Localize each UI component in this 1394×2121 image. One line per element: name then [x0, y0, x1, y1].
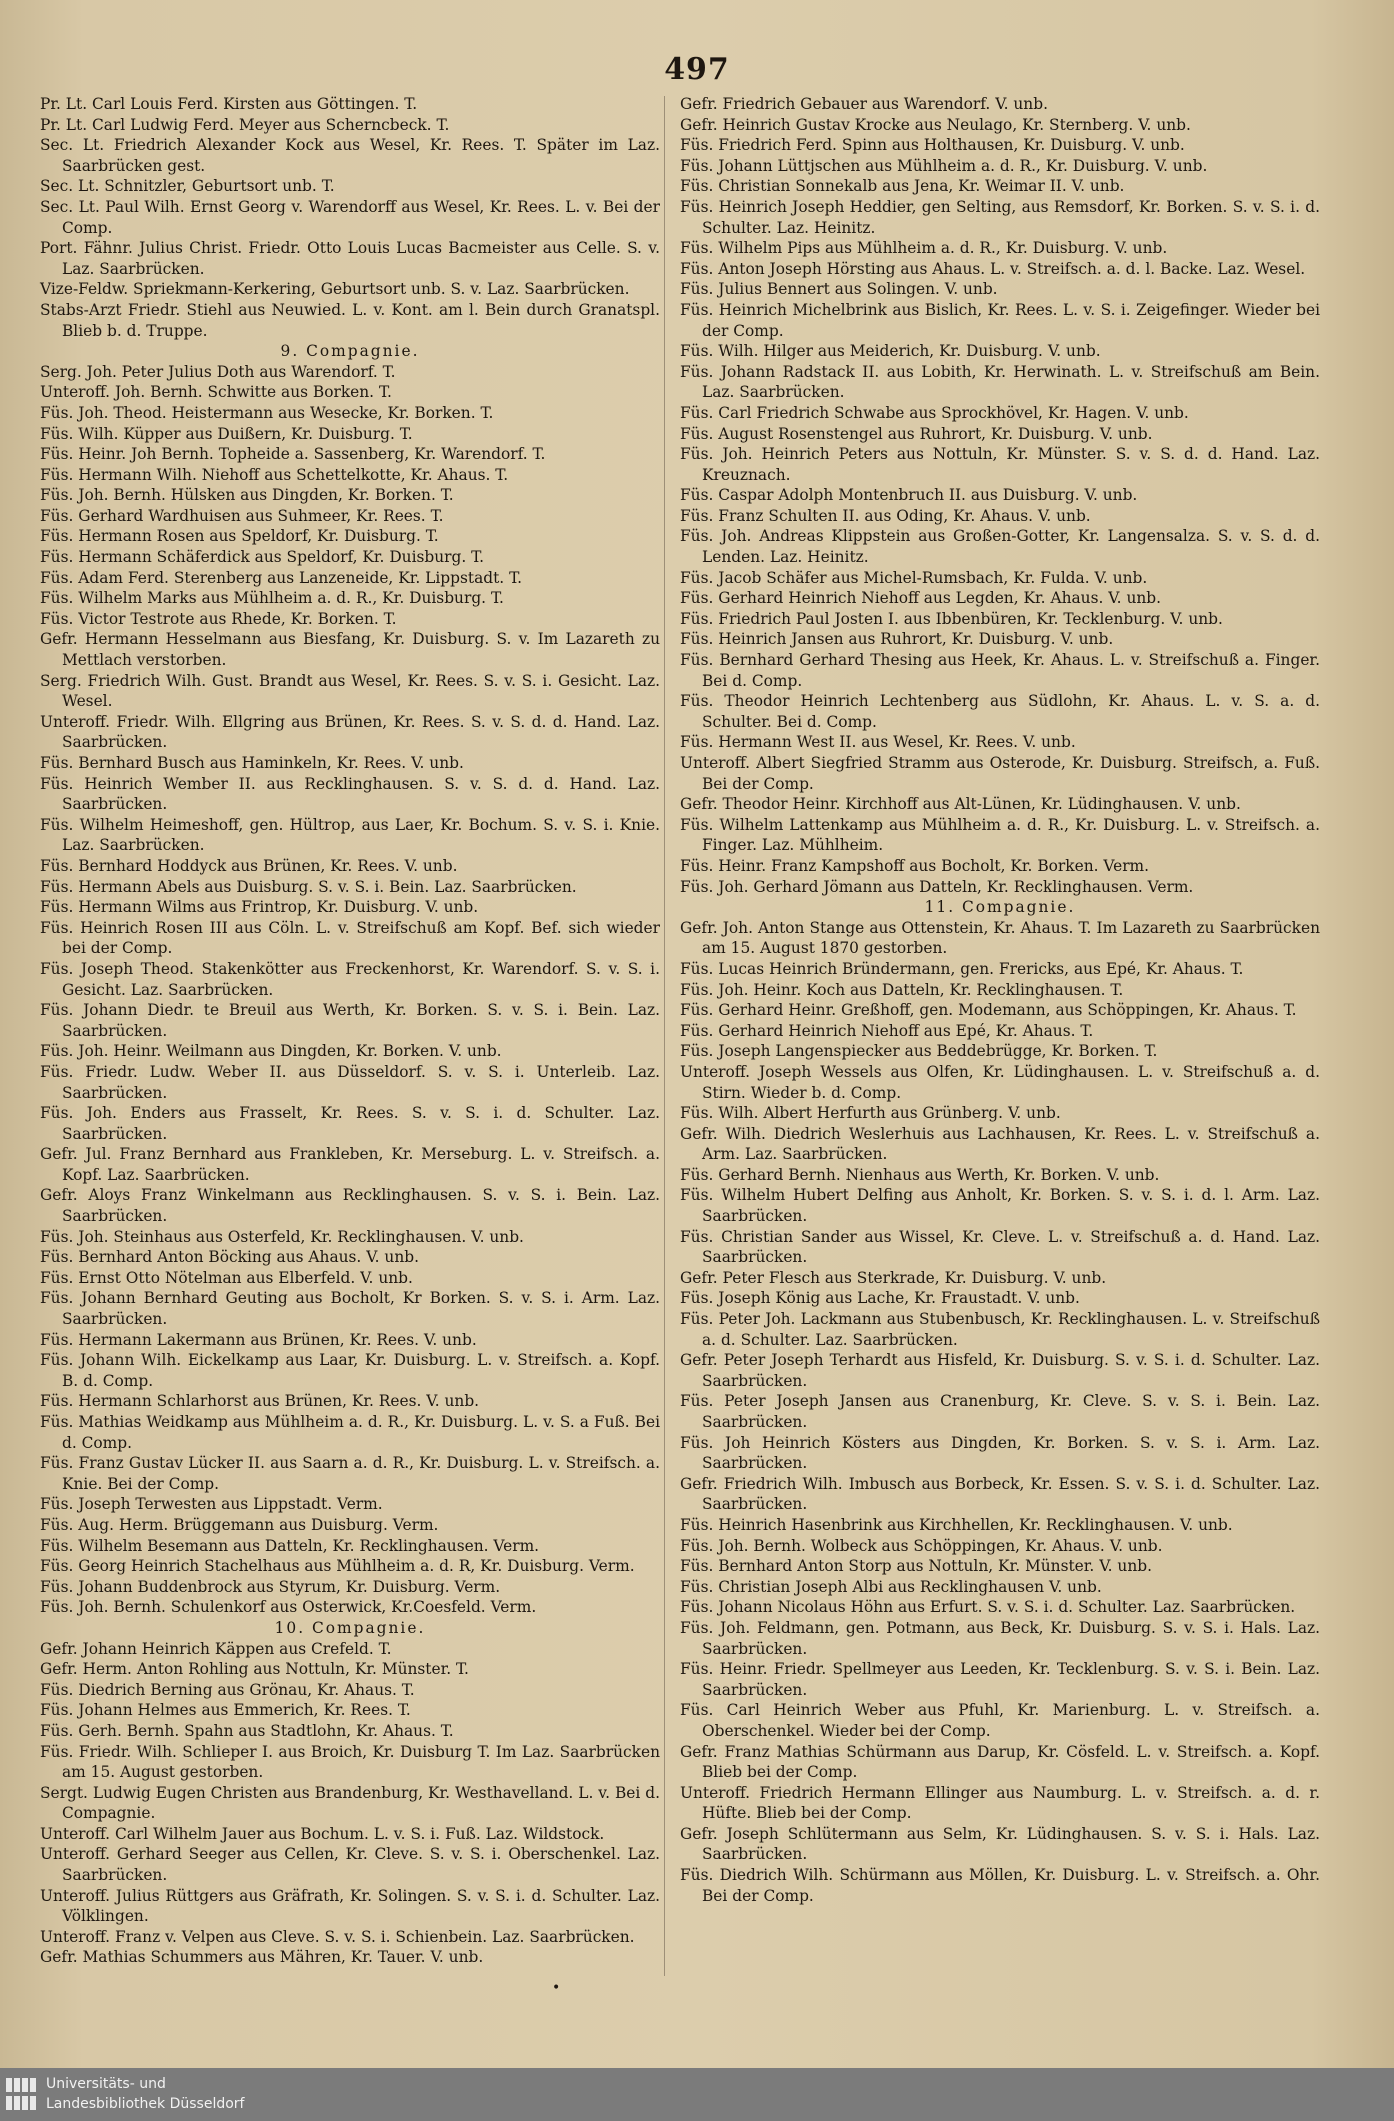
roster-entry: Füs. Bernhard Anton Storp aus Nottuln, Kr. Münster. V. unb.: [680, 1557, 1152, 1576]
library-logo-icon: [4, 2074, 38, 2114]
roster-entry: Füs. Peter Joseph Jansen aus Cranenburg, Kr. Cleve. S. v. S. i. Bein. Laz. Saarbrücken.: [680, 1392, 1320, 1431]
roster-entry: Füs. Hermann Wilms aus Frintrop, Kr. Duisburg. V. unb.: [40, 898, 479, 917]
roster-entry: Füs. Joh. Gerhard Jömann aus Datteln, Kr. Recklinghausen. Verm.: [680, 877, 1194, 896]
footer-line-2: Landesbibliothek Düsseldorf: [46, 2096, 245, 2112]
roster-entry: Füs. Caspar Adolph Montenbruch II. aus Duisburg. V. unb.: [680, 486, 1138, 505]
roster-entry: Füs. Bernhard Anton Böcking aus Ahaus. V. unb.: [40, 1248, 419, 1267]
roster-entry: Füs. Aug. Herm. Brüggemann aus Duisburg. Verm.: [40, 1515, 439, 1534]
roster-entry: Pr. Lt. Carl Ludwig Ferd. Meyer aus Scherncbeck. T.: [40, 115, 450, 134]
roster-entry: Füs. Heinrich Michelbrink aus Bislich, Kr. Rees. L. v. S. i. Zeigefinger. Wieder bei der Comp.: [680, 300, 1320, 340]
roster-entry: Serg. Joh. Peter Julius Doth aus Warendorf. T.: [40, 362, 396, 381]
roster-entry: Füs. Hermann Lakermann aus Brünen, Kr. Rees. V. unb.: [40, 1330, 477, 1349]
roster-entry: Sec. Lt. Friedrich Alexander Kock aus Wesel, Kr. Rees. T. Später im Laz. Saarbrücken gest.: [40, 136, 660, 175]
roster-entry: Serg. Friedrich Wilh. Gust. Brandt aus Wesel, Kr. Rees. S. v. S. i. Gesicht. Laz. Wesel.: [40, 671, 660, 711]
roster-entry: Füs. Hermann Abels aus Duisburg. S. v. S. i. Bein. Laz. Saarbrücken.: [40, 877, 577, 896]
roster-entry: Füs. Wilhelm Besemann aus Datteln, Kr. Recklinghausen. Verm.: [40, 1536, 540, 1555]
page-number: 497: [664, 52, 730, 87]
roster-entry: Füs. Diedrich Wilh. Schürmann aus Möllen, Kr. Duisburg. L. v. Streifsch. a. Ohr. Bei der Comp.: [680, 1866, 1320, 1905]
roster-entry: Füs. Mathias Weidkamp aus Mühlheim a. d. R., Kr. Duisburg. L. v. S. a Fuß. Bei d. Comp.: [40, 1413, 660, 1452]
roster-entry: Füs. Christian Joseph Albi aus Recklinghausen V. unb.: [680, 1577, 1102, 1596]
roster-entry: Füs. Joh. Heinr. Koch aus Datteln, Kr. Recklinghausen. T.: [680, 980, 1124, 999]
roster-entry: Gefr. Hermann Hesselmann aus Biesfang, Kr. Duisburg. S. v. Im Lazareth zu Mettlach verstorben.: [40, 630, 660, 670]
company-heading: 9. Compagnie.: [280, 342, 420, 361]
roster-entry: Füs. Heinrich Jansen aus Ruhrort, Kr. Duisburg. V. unb.: [680, 630, 1114, 649]
right-column: [680, 94, 1320, 1906]
roster-entry: Füs. Carl Heinrich Weber aus Pfuhl, Kr. Marienburg. L. v. Streifsch. a. Oberschenkel. Wieder bei der Comp.: [680, 1701, 1320, 1740]
roster-entry: Füs. Gerhard Bernh. Nienhaus aus Werth, Kr. Borken. V. unb.: [680, 1165, 1160, 1184]
roster-entry: Pr. Lt. Carl Louis Ferd. Kirsten aus Göttingen. T.: [40, 95, 418, 113]
roster-entry: Füs. Bernhard Gerhard Thesing aus Heek, Kr. Ahaus. L. v. Streifschuß a. Finger. Bei d. Comp.: [680, 651, 1320, 690]
roster-entry: Füs. Bernhard Busch aus Haminkeln, Kr. Rees. V. unb.: [40, 754, 464, 772]
roster-entry: Füs. Hermann Rosen aus Speldorf, Kr. Duisburg. T.: [40, 527, 439, 546]
roster-entry: Füs. Joh. Andreas Klippstein aus Großen-Gotter, Kr. Langensalza. S. v. S. d. d. Lenden. Laz. Heinitz.: [680, 527, 1320, 567]
roster-entry: Füs. Joh Heinrich Kösters aus Dingden, Kr. Borken. S. v. S. i. Arm. Laz. Saarbrücken.: [680, 1433, 1320, 1473]
roster-entry: Gefr. Franz Mathias Schürmann aus Darup, Kr. Cösfeld. L. v. Streifsch. a. Kopf. Blieb bei der Comp.: [680, 1742, 1320, 1782]
roster-entry: Füs. Ernst Otto Nötelman aus Elberfeld. V. unb.: [40, 1268, 413, 1287]
roster-entry: Füs. Jacob Schäfer aus Michel-Rumsbach, Kr. Fulda. V. unb.: [680, 568, 1148, 587]
roster-entry: Füs. Gerh. Bernh. Spahn aus Stadtlohn, Kr. Ahaus. T.: [40, 1721, 454, 1740]
roster-entry: Gefr. Peter Joseph Terhardt aus Hisfeld, Kr. Duisburg. S. v. S. i. d. Schulter. Laz. Saarbrücken.: [680, 1351, 1320, 1390]
roster-entry: Füs. Carl Friedrich Schwabe aus Sprockhövel, Kr. Hagen. V. unb.: [680, 403, 1189, 422]
roster-entry: Füs. Joh. Heinr. Weilmann aus Dingden, Kr. Borken. V. unb.: [40, 1042, 502, 1061]
roster-entry: Füs. Heinr. Franz Kampshoff aus Bocholt, Kr. Borken. Verm.: [680, 856, 1150, 875]
roster-entry: Gefr. Johann Heinrich Käppen aus Crefeld. T.: [40, 1639, 392, 1658]
roster-entry: Füs. Hermann Wilh. Niehoff aus Schettelkotte, Kr. Ahaus. T.: [40, 465, 509, 484]
roster-entry: Füs. Friedrich Ferd. Spinn aus Holthausen, Kr. Duisburg. V. unb.: [680, 136, 1185, 155]
roster-entry: Gefr. Friedrich Gebauer aus Warendorf. V. unb.: [680, 95, 1048, 113]
roster-entry: Unteroff. Carl Wilhelm Jauer aus Bochum. L. v. S. i. Fuß. Laz. Wildstock.: [40, 1824, 605, 1843]
roster-entry: Unteroff. Joh. Bernh. Schwitte aus Borken. T.: [40, 383, 392, 402]
roster-entry: Füs. Wilh. Hilger aus Meiderich, Kr. Duisburg. V. unb.: [680, 342, 1101, 361]
roster-entry: Füs. Wilh. Albert Herfurth aus Grünberg. V. unb.: [680, 1104, 1061, 1123]
roster-entry: Sec. Lt. Schnitzler, Geburtsort unb. T.: [40, 177, 335, 196]
roster-entry: Füs. Johann Diedr. te Breuil aus Werth, Kr. Borken. S. v. S. i. Bein. Laz. Saarbrücken.: [40, 1001, 660, 1040]
roster-entry: Füs. Johann Nicolaus Höhn aus Erfurt. S. v. S. i. d. Schulter. Laz. Saarbrücken.: [680, 1598, 1296, 1617]
footer-line-1: Universitäts- und: [46, 2076, 166, 2092]
roster-entry: Füs. Heinrich Hasenbrink aus Kirchhellen, Kr. Recklinghausen. V. unb.: [680, 1515, 1233, 1534]
roster-entry: Füs. Heinrich Joseph Heddier, gen Selting, aus Remsdorf, Kr. Borken. S. v. S. i. d. Schulter. Laz. Heinitz.: [680, 197, 1320, 237]
roster-entry: Gefr. Aloys Franz Winkelmann aus Recklinghausen. S. v. S. i. Bein. Laz. Saarbrücken.: [40, 1186, 660, 1226]
roster-entry: Füs. Friedr. Wilh. Schlieper I. aus Broich, Kr. Duisburg T. Im Laz. Saarbrücken am 15. August gestorben.: [40, 1742, 660, 1782]
roster-entry: Füs. Johann Bernhard Geuting aus Bocholt, Kr Borken. S. v. S. i. Arm. Laz. Saarbrücken.: [40, 1289, 660, 1329]
roster-entry: Unteroff. Gerhard Seeger aus Cellen, Kr. Cleve. S. v. S. i. Oberschenkel. Laz. Saarbrücken.: [40, 1845, 660, 1885]
roster-entry: Füs. Heinrich Wember II. aus Recklinghausen. S. v. S. d. d. Hand. Laz. Saarbrücken.: [40, 774, 660, 814]
roster-entry: Sec. Lt. Paul Wilh. Ernst Georg v. Warendorff aus Wesel, Kr. Rees. L. v. Bei der Comp.: [40, 197, 660, 237]
roster-entry: Füs. Gerhard Heinrich Niehoff aus Epé, Kr. Ahaus. T.: [680, 1021, 1094, 1040]
roster-entry: Füs. Peter Joh. Lackmann aus Stubenbusch, Kr. Recklinghausen. L. v. Streifschuß a. d. Schulter. Laz. Saarbrücken.: [680, 1310, 1320, 1349]
company-heading: 10. Compagnie.: [274, 1618, 426, 1637]
roster-entry: Füs. Friedrich Paul Josten I. aus Ibbenbüren, Kr. Tecklenburg. V. unb.: [680, 609, 1223, 628]
roster-entry: Port. Fähnr. Julius Christ. Friedr. Otto Louis Lucas Bacmeister aus Celle. S. v. Laz. Saarbrücken.: [40, 239, 660, 278]
roster-entry: Füs. Wilh. Küpper aus Duißern, Kr. Duisburg. T.: [40, 424, 413, 443]
roster-entry: Füs. Gerhard Heinr. Greßhoff, gen. Modemann, aus Schöppingen, Kr. Ahaus. T.: [680, 1001, 1297, 1020]
roster-entry: Unteroff. Albert Siegfried Stramm aus Osterode, Kr. Duisburg. Streifsch, a. Fuß. Bei der Comp.: [680, 754, 1320, 793]
company-heading: 11. Compagnie.: [924, 898, 1076, 917]
roster-entry: Füs. Joh. Bernh. Schulenkorf aus Osterwick, Kr.Coesfeld. Verm.: [40, 1598, 537, 1617]
roster-entry: Füs. Joh. Bernh. Wolbeck aus Schöppingen, Kr. Ahaus. V. unb.: [680, 1536, 1163, 1555]
roster-entry: Füs. Wilhelm Hubert Delfing aus Anholt, Kr. Borken. S. v. S. i. d. l. Arm. Laz. Saarbrücken.: [680, 1186, 1320, 1226]
roster-entry: Gefr. Peter Flesch aus Sterkrade, Kr. Duisburg. V. unb.: [680, 1268, 1107, 1287]
roster-entry: Gefr. Joh. Anton Stange aus Ottenstein, Kr. Ahaus. T. Im Lazareth zu Saarbrücken am 15. August 1870 gestorben.: [680, 918, 1320, 958]
roster-entry: Gefr. Mathias Schummers aus Mähren, Kr. Tauer. V. unb.: [40, 1948, 484, 1967]
roster-entry: Füs. Wilhelm Marks aus Mühlheim a. d. R., Kr. Duisburg. T.: [40, 589, 504, 608]
roster-entry: Füs. Joseph Terwesten aus Lippstadt. Verm.: [40, 1495, 383, 1514]
roster-entry: Füs. Hermann Schäferdick aus Speldorf, Kr. Duisburg. T.: [40, 548, 485, 567]
roster-entry: Füs. Joseph König aus Lache, Kr. Fraustadt. V. unb.: [680, 1289, 1080, 1308]
roster-entry: Füs. Franz Gustav Lücker II. aus Saarn a. d. R., Kr. Duisburg. L. v. Streifsch. a. Knie. Bei der Comp.: [40, 1454, 660, 1493]
roster-entry: Füs. Adam Ferd. Sterenberg aus Lanzeneide, Kr. Lippstadt. T.: [40, 568, 522, 587]
roster-entry: Füs. Anton Joseph Hörsting aus Ahaus. L. v. Streifsch. a. d. l. Backe. Laz. Wesel.: [680, 259, 1306, 278]
roster-entry: Gefr. Heinrich Gustav Krocke aus Neulago, Kr. Sternberg. V. unb.: [680, 115, 1191, 134]
roster-entry: Füs. Christian Sonnekalb aus Jena, Kr. Weimar II. V. unb.: [680, 177, 1125, 196]
roster-entry: Füs. Wilhelm Lattenkamp aus Mühlheim a. d. R., Kr. Duisburg. L. v. Streifsch. a. Finger. Laz. Mühlheim.: [680, 815, 1320, 855]
footer-bar: [0, 2068, 1394, 2121]
roster-entry: Gefr. Jul. Franz Bernhard aus Frankleben, Kr. Merseburg. L. v. Streifsch. a. Kopf. Laz. Saarbrücken.: [40, 1145, 660, 1184]
roster-entry: Füs. Joh. Theod. Heistermann aus Wesecke, Kr. Borken. T.: [40, 403, 494, 422]
roster-entry: Füs. Hermann Schlarhorst aus Brünen, Kr. Rees. V. unb.: [40, 1392, 480, 1411]
roster-entry: Füs. Friedr. Ludw. Weber II. aus Düsseldorf. S. v. S. i. Unterleib. Laz. Saarbrücken.: [40, 1062, 660, 1102]
roster-entry: Füs. Franz Schulten II. aus Oding, Kr. Ahaus. V. unb.: [680, 506, 1091, 525]
roster-entry: Unteroff. Joseph Wessels aus Olfen, Kr. Lüdinghausen. L. v. Streifschuß a. d. Stirn. Wieder b. d. Comp.: [680, 1062, 1320, 1102]
roster-entry: Füs. Heinrich Rosen III aus Cöln. L. v. Streifschuß am Kopf. Bef. sich wieder bei der Comp.: [40, 918, 660, 958]
roster-entry: Füs. Heinr. Joh Bernh. Topheide a. Sassenberg, Kr. Warendorf. T.: [40, 445, 546, 464]
roster-entry: Unteroff. Friedrich Hermann Ellinger aus Naumburg. L. v. Streifsch. a. d. r. Hüfte. Blieb bei der Comp.: [680, 1783, 1320, 1823]
roster-entry: Unteroff. Julius Rüttgers aus Gräfrath, Kr. Solingen. S. v. S. i. d. Schulter. Laz. Völklingen.: [40, 1886, 660, 1926]
roster-entry: Füs. Julius Bennert aus Solingen. V. unb.: [680, 280, 998, 299]
roster-entry: Füs. Wilhelm Heimeshoff, gen. Hültrop, aus Laer, Kr. Bochum. S. v. S. i. Knie. Laz. Saarbrücken.: [40, 815, 660, 855]
roster-entry: Sergt. Ludwig Eugen Christen aus Brandenburg, Kr. Westhavelland. L. v. Bei d. Compagnie.: [40, 1783, 660, 1823]
roster-entry: Füs. Johann Radstack II. aus Lobith, Kr. Herwinath. L. v. Streifschuß am Bein. Laz. Saarbrücken.: [680, 362, 1320, 402]
roster-entry: Gefr. Theodor Heinr. Kirchhoff aus Alt-Lünen, Kr. Lüdinghausen. V. unb.: [680, 795, 1241, 814]
left-column: [40, 94, 660, 1968]
roster-entry: Füs. Joh. Feldmann, gen. Potmann, aus Beck, Kr. Duisburg. S. v. S. i. Hals. Laz. Saarbrücken.: [680, 1618, 1320, 1658]
roster-entry: Füs. Joh. Steinhaus aus Osterfeld, Kr. Recklinghausen. V. unb.: [40, 1227, 524, 1246]
roster-entry: Füs. Bernhard Hoddyck aus Brünen, Kr. Rees. V. unb.: [40, 856, 458, 875]
roster-entry: Füs. Johann Helmes aus Emmerich, Kr. Rees. T.: [40, 1701, 411, 1720]
roster-entry: Unteroff. Franz v. Velpen aus Cleve. S. v. S. i. Schienbein. Laz. Saarbrücken.: [40, 1927, 635, 1946]
roster-entry: Füs. Johann Lüttjschen aus Mühlheim a. d. R., Kr. Duisburg. V. unb.: [680, 156, 1208, 175]
roster-entry: Füs. Gerhard Heinrich Niehoff aus Legden, Kr. Ahaus. V. unb.: [680, 589, 1162, 608]
roster-entry: Füs. August Rosenstengel aus Ruhrort, Kr. Duisburg. V. unb.: [680, 424, 1153, 443]
roster-entry: Füs. Wilhelm Pips aus Mühlheim a. d. R., Kr. Duisburg. V. unb.: [680, 239, 1168, 258]
roster-entry: Gefr. Herm. Anton Rohling aus Nottuln, Kr. Münster. T.: [40, 1660, 469, 1679]
roster-entry: Füs. Joh. Heinrich Peters aus Nottuln, Kr. Münster. S. v. S. d. d. Hand. Laz. Kreuznach.: [680, 445, 1320, 484]
roster-entry: Füs. Hermann West II. aus Wesel, Kr. Rees. V. unb.: [680, 733, 1076, 752]
roster-entry: Gefr. Joseph Schlütermann aus Selm, Kr. Lüdinghausen. S. v. S. i. Hals. Laz. Saarbrücken.: [680, 1824, 1320, 1864]
roster-entry: Unteroff. Friedr. Wilh. Ellgring aus Brünen, Kr. Rees. S. v. S. d. d. Hand. Laz. Saarbrücken.: [40, 712, 660, 752]
roster-entry: Füs. Christian Sander aus Wissel, Kr. Cleve. L. v. Streifschuß a. d. Hand. Laz. Saarbrücken.: [680, 1227, 1320, 1267]
roster-entry: Füs. Johann Wilh. Eickelkamp aus Laar, Kr. Duisburg. L. v. Streifsch. a. Kopf. B. d. Comp.: [40, 1351, 660, 1390]
roster-entry: Füs. Victor Testrote aus Rhede, Kr. Borken. T.: [40, 609, 397, 628]
bullet-mark: •: [552, 1980, 561, 1996]
roster-entry: Gefr. Friedrich Wilh. Imbusch aus Borbeck, Kr. Essen. S. v. S. i. d. Schulter. Laz. Saarbrücken.: [680, 1474, 1320, 1514]
roster-entry: Füs. Johann Buddenbrock aus Styrum, Kr. Duisburg. Verm.: [40, 1577, 501, 1596]
roster-entry: Vize-Feldw. Spriekmann-Kerkering, Geburtsort unb. S. v. Laz. Saarbrücken.: [40, 280, 630, 299]
roster-entry: Füs. Joseph Theod. Stakenkötter aus Freckenhorst, Kr. Warendorf. S. v. S. i. Gesicht. Laz. Saarbrücken.: [40, 959, 660, 999]
roster-entry: Gefr. Wilh. Diedrich Weslerhuis aus Lachhausen, Kr. Rees. L. v. Streifschuß a. Arm. Laz. Saarbrücken.: [680, 1124, 1320, 1164]
roster-entry: Stabs-Arzt Friedr. Stiehl aus Neuwied. L. v. Kont. am l. Bein durch Granatspl. Blieb b. d. Truppe.: [40, 300, 660, 340]
roster-entry: Füs. Diedrich Berning aus Grönau, Kr. Ahaus. T.: [40, 1680, 415, 1699]
roster-entry: Füs. Joh. Enders aus Frasselt, Kr. Rees. S. v. S. i. d. Schulter. Laz. Saarbrücken.: [40, 1104, 660, 1143]
column-divider: [664, 96, 665, 1976]
roster-entry: Füs. Lucas Heinrich Bründermann, gen. Frericks, aus Epé, Kr. Ahaus. T.: [680, 959, 1244, 978]
roster-entry: Füs. Heinr. Friedr. Spellmeyer aus Leeden, Kr. Tecklenburg. S. v. S. i. Bein. Laz. Saarbrücken.: [680, 1660, 1320, 1699]
roster-entry: Füs. Joh. Bernh. Hülsken aus Dingden, Kr. Borken. T.: [40, 486, 454, 505]
roster-entry: Füs. Gerhard Wardhuisen aus Suhmeer, Kr. Rees. T.: [40, 506, 444, 525]
roster-entry: Füs. Joseph Langenspiecker aus Beddebrügge, Kr. Borken. T.: [680, 1042, 1158, 1061]
roster-entry: Füs. Georg Heinrich Stachelhaus aus Mühlheim a. d. R, Kr. Duisburg. Verm.: [40, 1557, 635, 1576]
roster-entry: Füs. Theodor Heinrich Lechtenberg aus Südlohn, Kr. Ahaus. L. v. S. a. d. Schulter. Bei d. Comp.: [680, 692, 1320, 731]
